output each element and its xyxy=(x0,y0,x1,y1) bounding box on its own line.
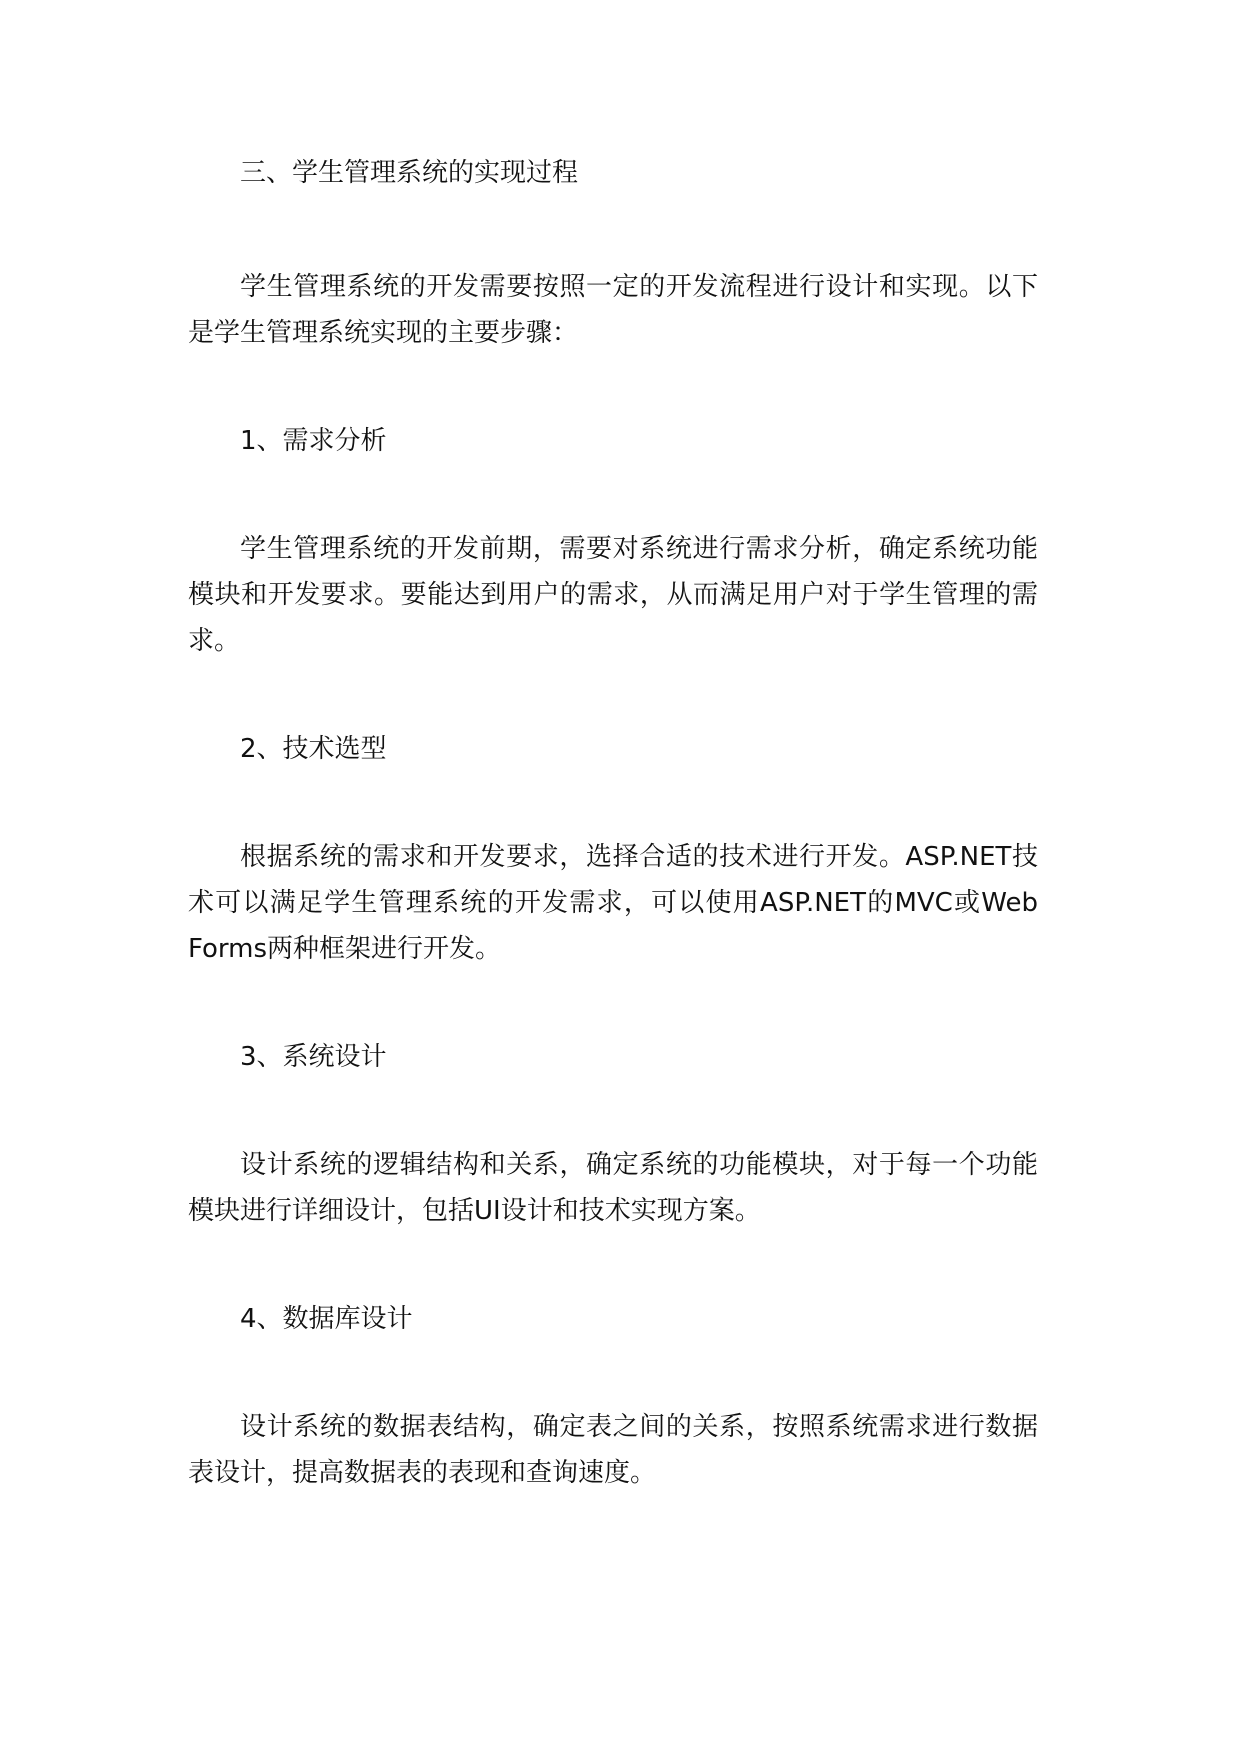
step-heading-system-design: 3、系统设计 xyxy=(240,1042,387,1072)
step-heading-requirements: 1、需求分析 xyxy=(240,426,387,456)
step-body-database-design: 设计系统的数据表结构，确定表之间的关系，按照系统需求进行数据表设计，提高数据表的表现和查询速度。 xyxy=(188,1412,1038,1488)
step-heading-database-design: 4、数据库设计 xyxy=(240,1304,413,1334)
step-body-system-design: 设计系统的逻辑结构和关系，确定系统的功能模块，对于每一个功能模块进行详细设计，包括UI设计和技术实现方案。 xyxy=(188,1150,1038,1226)
step-body-tech-selection: 根据系统的需求和开发要求，选择合适的技术进行开发。ASP.NET技术可以满足学生管理系统的开发需求，可以使用ASP.NET的MVC或Web Forms两种框架进行开发。 xyxy=(188,842,1038,964)
intro-paragraph: 学生管理系统的开发需要按照一定的开发流程进行设计和实现。以下是学生管理系统实现的主要步骤： xyxy=(188,272,1038,348)
step-heading-tech-selection: 2、技术选型 xyxy=(240,734,387,764)
section-title: 三、学生管理系统的实现过程 xyxy=(240,158,579,188)
step-body-requirements: 学生管理系统的开发前期，需要对系统进行需求分析，确定系统功能模块和开发要求。要能达到用户的需求，从而满足用户对于学生管理的需求。 xyxy=(188,534,1038,656)
document-body xyxy=(188,150,1038,1558)
